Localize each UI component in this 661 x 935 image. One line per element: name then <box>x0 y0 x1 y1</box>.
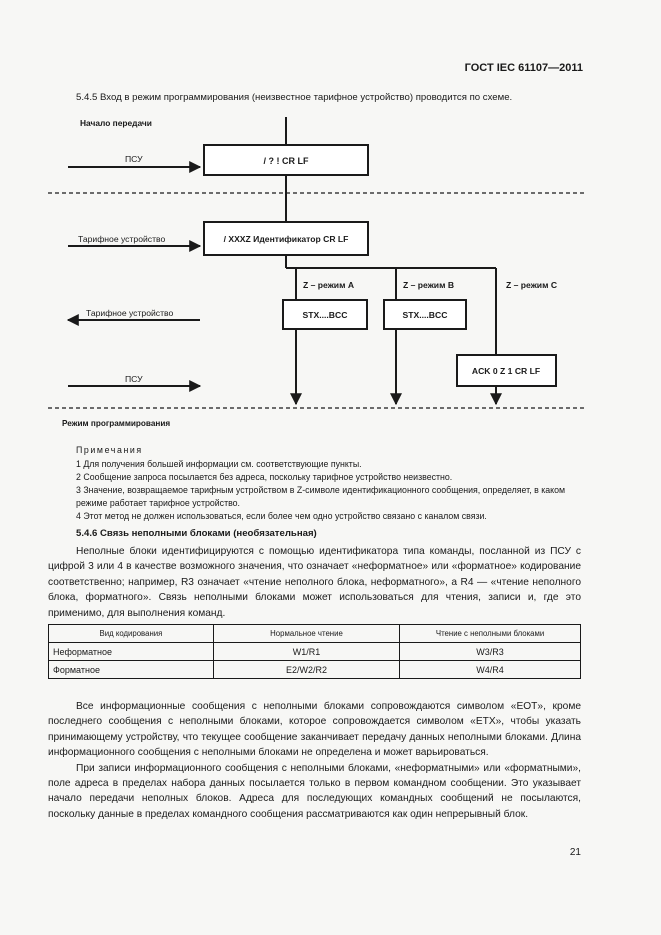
box-identification-text: / XXXZ Идентификатор CR LF <box>223 234 349 244</box>
table-header-cell: Вид кодирования <box>49 625 214 643</box>
note-item-2: 2 Сообщение запроса посылается без адреса, поскольку тарифное устройство неизвестно. <box>76 472 453 482</box>
box-ack-text: ACK 0 Z 1 CR LF <box>471 366 541 376</box>
box-request-text: / ? ! CR LF <box>263 156 309 166</box>
box-stx-b-text: STX....BCC <box>402 310 448 320</box>
psu-label-1: ПСУ <box>125 154 143 164</box>
notes-block <box>76 444 586 523</box>
programming-mode-diagram <box>0 0 661 440</box>
table-header-cell: Нормальное чтение <box>213 625 399 643</box>
start-transmission-label: Начало передачи <box>80 118 152 128</box>
table-header-row <box>49 625 581 643</box>
table-cell: W1/R1 <box>213 643 399 661</box>
mode-c-label: Z – режим C <box>506 280 558 290</box>
programming-mode-label: Режим программирования <box>62 419 171 428</box>
note-item-4: 4 Этот метод не должен использоваться, если более чем одно устройство связано с каналом связи. <box>76 511 487 521</box>
paragraph-3-text: При записи информационного сообщения с неполными блоками, «неформатными» или «форматными», поле адреса в пределах набора данных посылается только в первом командном сообщении. Это указывает начало передачи неполных блоков. Адреса для последующих командных сообщений не посылаются, поскольку данные в пределах командного сообщения рассматриваются как один непрерывный блок. <box>48 762 581 820</box>
table-row <box>49 643 581 661</box>
paragraph-incomplete-blocks <box>48 544 581 621</box>
section-5-4-6-title: 5.4.6 Связь неполными блоками (необязательная) <box>76 528 317 539</box>
coding-table <box>48 624 581 679</box>
paragraph-1-text: Неполные блоки идентифицируются с помощью идентификатора типа команды, посланной из ПСУ с цифрой 3 или 4 в качестве возможного значения, что означает «неформатное» или «форматное» кодирование соответственно; например, R3 означает «чтение неполного блока, неформатного», a R4 — «чтение неполного блока, форматного». Связь неполными блоками может использоваться для чтения, записи и, где это применимо, для выполнения команд. <box>48 546 581 619</box>
mode-a-label: Z – режим A <box>303 280 355 290</box>
table-cell: W4/R4 <box>400 661 581 679</box>
tariff-device-label-1: Тарифное устройство <box>78 234 166 244</box>
table-row <box>49 661 581 679</box>
clause-5-4-5-intro: 5.4.5 Вход в режим программирования (неизвестное тарифное устройство) проводится по схеме. <box>76 92 513 103</box>
table-header-cell: Чтение с неполными блоками <box>400 625 581 643</box>
paragraph-2-text: Все информационные сообщения с неполными блоками сопровождаются символом «EOT», кроме последнего сообщения с неполными блоками, которое сопровождается символом «ETX», чтобы указать принимающему устройству, что текущее сообщение заканчивает передачу данных неполными блоками. Длина информационного сообщения с неполными блоками не определена и может варьироваться. <box>48 701 581 759</box>
tariff-device-label-2: Тарифное устройство <box>86 308 174 318</box>
document-standard-header: ГОСТ IEC 61107—2011 <box>464 62 583 74</box>
note-item-3: 3 Значение, возвращаемое тарифным устройством в Z-символе идентификационного сообщения, определяет, в каком режиме работает тарифное устройство. <box>76 485 566 508</box>
paragraphs-eot-etx <box>48 699 581 822</box>
psu-label-2: ПСУ <box>125 374 143 384</box>
table-cell: W3/R3 <box>400 643 581 661</box>
notes-title: Примечания <box>76 445 143 455</box>
box-stx-a-text: STX....BCC <box>302 310 348 320</box>
table-cell: Форматное <box>49 661 214 679</box>
page-number: 21 <box>569 847 581 858</box>
table-cell: E2/W2/R2 <box>213 661 399 679</box>
table-cell: Неформатное <box>49 643 214 661</box>
note-item-1: 1 Для получения большей информации см. соответствующие пункты. <box>76 459 362 469</box>
mode-b-label: Z – режим B <box>403 280 455 290</box>
